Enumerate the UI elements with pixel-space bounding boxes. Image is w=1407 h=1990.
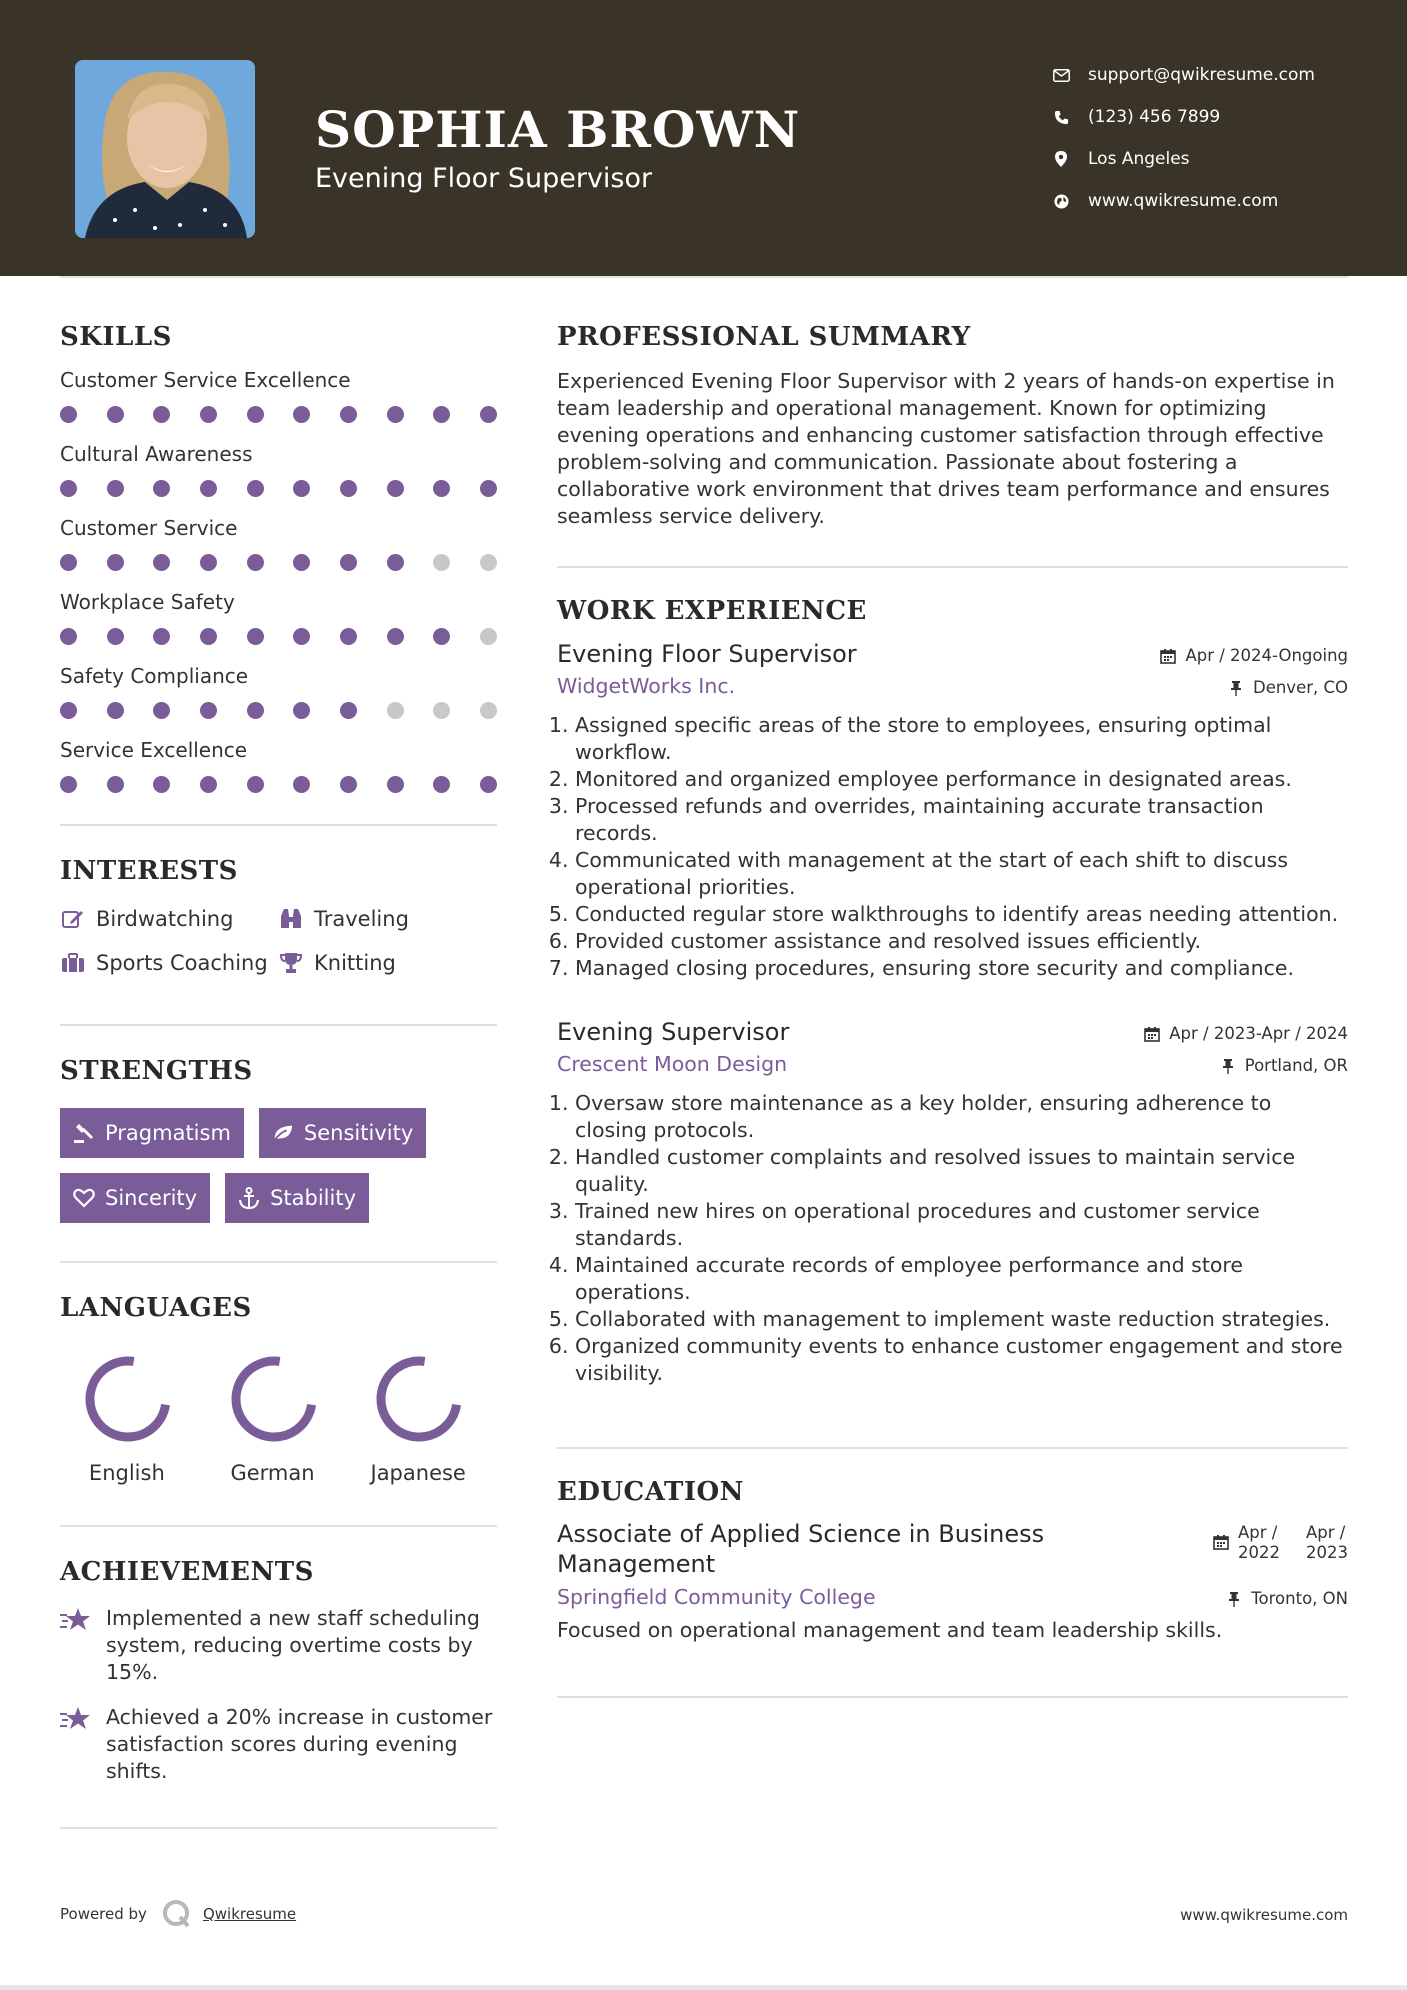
- education-title: EDUCATION: [557, 1477, 744, 1507]
- rating-dot-filled: [340, 776, 357, 793]
- contact-phone-text: (123) 456 7899: [1088, 107, 1221, 127]
- strength-label: Pragmatism: [105, 1121, 231, 1145]
- language-item: [60, 1351, 206, 1485]
- education-dates: [1212, 1523, 1348, 1563]
- job-location-text: Portland, OR: [1244, 1056, 1348, 1075]
- duty-item: 1. Assigned specific areas of the store to employees, ensuring optimal workflow.: [575, 712, 1348, 766]
- section-divider: [557, 566, 1348, 568]
- experience-title: WORK EXPERIENCE: [557, 596, 867, 626]
- leaf-icon: [272, 1122, 294, 1144]
- skill-item: [60, 664, 497, 730]
- interest-label: Birdwatching: [96, 907, 234, 931]
- rating-dot-empty: [433, 702, 450, 719]
- rating-dot-filled: [107, 776, 124, 793]
- skill-item: [60, 590, 497, 656]
- job-dates-text: Apr / 2024-Ongoing: [1185, 646, 1348, 665]
- rating-dot-empty: [480, 554, 497, 571]
- education-start-month: Apr /: [1238, 1523, 1278, 1542]
- rating-dot-filled: [200, 628, 217, 645]
- candidate-name: SOPHIA BROWN: [315, 100, 801, 159]
- skill-name: Customer Service Excellence: [60, 368, 351, 392]
- section-divider: [557, 1696, 1348, 1698]
- rating-dot-filled: [340, 480, 357, 497]
- rating-dot-filled: [293, 406, 310, 423]
- rating-dot-empty: [480, 628, 497, 645]
- achievement-text: Implemented a new staff scheduling system, reducing overtime costs by 15%.: [106, 1606, 480, 1684]
- binoculars-icon: [278, 906, 304, 932]
- skills-title: SKILLS: [60, 322, 172, 352]
- contact-website-text: www.qwikresume.com: [1088, 191, 1279, 211]
- rating-dot-filled: [107, 480, 124, 497]
- interest-label: Traveling: [314, 907, 409, 931]
- contact-email[interactable]: [1050, 54, 1370, 96]
- rating-dot-filled: [293, 628, 310, 645]
- section-divider: [60, 1024, 497, 1026]
- education-school: Springfield Community College: [557, 1585, 876, 1609]
- rating-dot-filled: [200, 554, 217, 571]
- skill-rating: [60, 468, 497, 508]
- calendar-icon: [1159, 647, 1177, 665]
- rating-dot-filled: [60, 702, 77, 719]
- skill-item: [60, 442, 497, 508]
- rating-dot-filled: [153, 406, 170, 423]
- rating-dot-filled: [247, 480, 264, 497]
- strength-tag: [60, 1173, 210, 1223]
- strength-tag: [60, 1108, 244, 1158]
- interest-item: [278, 904, 497, 934]
- rating-dot-filled: [340, 554, 357, 571]
- skills-list: [60, 368, 497, 804]
- pin-icon: [1225, 1590, 1243, 1608]
- job-company: Crescent Moon Design: [557, 1052, 788, 1076]
- rating-dot-filled: [387, 480, 404, 497]
- rating-dot-filled: [247, 406, 264, 423]
- rating-dot-empty: [480, 702, 497, 719]
- job-title: Evening Supervisor: [557, 1018, 790, 1046]
- duty-item: 2. Monitored and organized employee performance in designated areas.: [575, 766, 1348, 793]
- education-start-year: 2022: [1238, 1543, 1280, 1562]
- envelope-icon: [1050, 64, 1072, 86]
- rating-dot-filled: [433, 628, 450, 645]
- skill-rating: [60, 690, 497, 730]
- rating-dot-filled: [387, 776, 404, 793]
- contact-website[interactable]: [1050, 180, 1370, 222]
- rating-dot-filled: [153, 554, 170, 571]
- anchor-icon: [238, 1187, 260, 1209]
- job-title: Evening Floor Supervisor: [557, 640, 857, 668]
- skill-item: [60, 368, 497, 434]
- interest-label: Knitting: [314, 951, 396, 975]
- rating-dot-empty: [387, 702, 404, 719]
- strength-label: Sincerity: [105, 1186, 198, 1210]
- language-gauge: [80, 1351, 176, 1447]
- job-dates: [1143, 1024, 1348, 1043]
- globe-icon: [1050, 190, 1072, 212]
- pin-icon: [1227, 679, 1245, 697]
- rating-dot-filled: [293, 554, 310, 571]
- strengths-list: [60, 1108, 497, 1223]
- rating-dot-filled: [60, 406, 77, 423]
- languages-title: LANGUAGES: [60, 1293, 252, 1323]
- strength-tag: [225, 1173, 369, 1223]
- rating-dot-filled: [340, 406, 357, 423]
- rating-dot-filled: [247, 702, 264, 719]
- job-location: [1227, 678, 1348, 697]
- job-location: [1219, 1056, 1348, 1075]
- duty-item: 4. Communicated with management at the start of each shift to discuss operational priorities.: [575, 847, 1348, 901]
- summary-text: Experienced Evening Floor Supervisor with 2 years of hands-on expertise in team leadership and operational management. Known for optimizing evening operations and enhancing customer satisfaction through effective problem-solving and communication. Passionate about fostering a collaborative work environment that drives team performance and ensures seamless service delivery.: [557, 369, 1335, 528]
- gavel-icon: [73, 1122, 95, 1144]
- achievements-title: ACHIEVEMENTS: [60, 1557, 314, 1587]
- rating-dot-filled: [107, 406, 124, 423]
- strength-label: Sensitivity: [303, 1121, 414, 1145]
- rating-dot-filled: [200, 776, 217, 793]
- job-entry: [557, 1018, 1348, 1387]
- skill-name: Cultural Awareness: [60, 442, 253, 466]
- skill-name: Safety Compliance: [60, 664, 249, 688]
- duty-item: 7. Managed closing procedures, ensuring store security and compliance.: [575, 955, 1348, 982]
- header-divider: [60, 276, 1348, 278]
- education-subheader: [557, 1585, 1348, 1609]
- rating-dot-filled: [480, 776, 497, 793]
- languages-list: [60, 1351, 497, 1485]
- rating-dot-filled: [200, 702, 217, 719]
- education-start: [1238, 1523, 1280, 1563]
- achievements-list: [60, 1605, 497, 1785]
- contact-location: [1050, 138, 1370, 180]
- rating-dot-filled: [387, 554, 404, 571]
- job-header: [557, 640, 1348, 668]
- job-subheader: [557, 674, 1348, 698]
- rating-dot-filled: [293, 776, 310, 793]
- skill-rating: [60, 542, 497, 582]
- language-item: [206, 1351, 352, 1485]
- job-entry: [557, 640, 1348, 982]
- section-divider: [60, 1827, 497, 1829]
- rating-dot-filled: [200, 480, 217, 497]
- rating-dot-filled: [153, 702, 170, 719]
- rating-dot-filled: [200, 406, 217, 423]
- right-column: [557, 322, 1348, 1698]
- education-location: [1225, 1589, 1348, 1608]
- job-dates-text: Apr / 2023-Apr / 2024: [1169, 1024, 1348, 1043]
- duty-item: 1. Oversaw store maintenance as a key holder, ensuring adherence to closing protocols.: [575, 1090, 1348, 1144]
- skill-name: Workplace Safety: [60, 590, 235, 614]
- section-divider: [557, 1447, 1348, 1449]
- education-end-month: Apr /: [1306, 1523, 1346, 1542]
- rating-dot-filled: [480, 480, 497, 497]
- briefcase-icon: [60, 950, 86, 976]
- rating-dot-filled: [153, 628, 170, 645]
- skill-name: Service Excellence: [60, 738, 248, 762]
- interest-item: [60, 948, 278, 978]
- rating-dot-filled: [107, 628, 124, 645]
- heart-icon: [73, 1187, 95, 1209]
- duty-item: 2. Handled customer complaints and resolved issues to maintain service quality.: [575, 1144, 1348, 1198]
- rating-dot-filled: [153, 480, 170, 497]
- rating-dot-filled: [480, 406, 497, 423]
- powered-by-text: Powered by: [60, 1905, 147, 1923]
- language-gauge: [226, 1351, 322, 1447]
- footer-website[interactable]: www.qwikresume.com: [1180, 1906, 1348, 1924]
- star-icon: [60, 1605, 94, 1635]
- rating-dot-filled: [433, 776, 450, 793]
- strength-label: Stability: [270, 1186, 357, 1210]
- edit-icon: [60, 906, 86, 932]
- achievement-item: [60, 1704, 497, 1785]
- phone-icon: [1050, 106, 1072, 128]
- rating-dot-filled: [60, 554, 77, 571]
- achievement-text: Achieved a 20% increase in customer satisfaction scores during evening shifts.: [106, 1705, 493, 1783]
- job-duties: [557, 1090, 1348, 1387]
- rating-dot-filled: [387, 628, 404, 645]
- qwikresume-logo-icon: [161, 1898, 193, 1930]
- education-end-year: 2023: [1306, 1543, 1348, 1562]
- rating-dot-filled: [293, 702, 310, 719]
- language-name: Japanese: [370, 1461, 466, 1485]
- duty-item: 5. Conducted regular store walkthroughs to identify areas needing attention.: [575, 901, 1348, 928]
- degree-line: Associate of Applied Science in Business: [557, 1520, 1045, 1548]
- language-name: German: [230, 1461, 315, 1485]
- degree-line: Management: [557, 1550, 716, 1578]
- calendar-icon: [1143, 1025, 1161, 1043]
- job-dates: [1159, 646, 1348, 665]
- rating-dot-filled: [107, 702, 124, 719]
- interests-title: INTERESTS: [60, 856, 238, 886]
- rating-dot-filled: [107, 554, 124, 571]
- rating-dot-filled: [153, 776, 170, 793]
- skill-item: [60, 516, 497, 582]
- rating-dot-filled: [247, 628, 264, 645]
- interests-list: [60, 904, 497, 978]
- contact-location-text: Los Angeles: [1088, 149, 1190, 169]
- education-degree: [557, 1519, 1044, 1579]
- qwikresume-link[interactable]: Qwikresume: [202, 1905, 297, 1923]
- rating-dot-filled: [433, 480, 450, 497]
- duty-item: 3. Processed refunds and overrides, maintaining accurate transaction records.: [575, 793, 1348, 847]
- duty-item: 5. Collaborated with management to implement waste reduction strategies.: [575, 1306, 1348, 1333]
- star-icon: [60, 1704, 94, 1734]
- language-gauge: [371, 1351, 467, 1447]
- interest-item: [60, 904, 278, 934]
- left-column: [60, 322, 497, 1829]
- job-location-text: Denver, CO: [1252, 678, 1348, 697]
- skill-rating: [60, 616, 497, 656]
- rating-dot-filled: [433, 406, 450, 423]
- section-divider: [60, 824, 497, 826]
- rating-dot-filled: [340, 628, 357, 645]
- resume-header: [0, 0, 1407, 276]
- education-location-text: Toronto, ON: [1251, 1589, 1348, 1608]
- section-divider: [60, 1261, 497, 1263]
- pin-icon: [1219, 1057, 1237, 1075]
- job-duties: [557, 712, 1348, 982]
- rating-dot-filled: [340, 702, 357, 719]
- achievement-item: [60, 1605, 497, 1686]
- strength-tag: [259, 1108, 426, 1158]
- skill-rating: [60, 394, 497, 434]
- rating-dot-filled: [60, 480, 77, 497]
- job-subheader: [557, 1052, 1348, 1076]
- duty-item: 6. Organized community events to enhance customer engagement and store visibility.: [575, 1333, 1348, 1387]
- contact-email-text: support@qwikresume.com: [1088, 65, 1315, 85]
- summary-title: PROFESSIONAL SUMMARY: [557, 322, 971, 352]
- map-pin-icon: [1050, 148, 1072, 170]
- rating-dot-empty: [433, 554, 450, 571]
- education-description: Focused on operational management and team leadership skills.: [557, 1618, 1223, 1642]
- page-bottom-border: [0, 1985, 1407, 1990]
- duty-item: 3. Trained new hires on operational procedures and customer service standards.: [575, 1198, 1348, 1252]
- duty-item: 6. Provided customer assistance and resolved issues efficiently.: [575, 928, 1348, 955]
- language-item: [351, 1351, 497, 1485]
- education-header: [557, 1519, 1348, 1579]
- footer-branding: [60, 1898, 296, 1930]
- education-end: [1306, 1523, 1348, 1563]
- profile-photo: [75, 60, 255, 238]
- interest-label: Sports Coaching: [96, 951, 268, 975]
- rating-dot-filled: [387, 406, 404, 423]
- skill-item: [60, 738, 497, 804]
- rating-dot-filled: [247, 554, 264, 571]
- rating-dot-filled: [293, 480, 310, 497]
- section-divider: [60, 1525, 497, 1527]
- rating-dot-filled: [60, 776, 77, 793]
- job-company: WidgetWorks Inc.: [557, 674, 736, 698]
- interest-item: [278, 948, 497, 978]
- trophy-icon: [278, 950, 304, 976]
- calendar-icon: [1212, 1533, 1230, 1551]
- rating-dot-filled: [247, 776, 264, 793]
- contact-list: [1050, 54, 1370, 222]
- skill-name: Customer Service: [60, 516, 238, 540]
- duty-item: 4. Maintained accurate records of employee performance and store operations.: [575, 1252, 1348, 1306]
- candidate-role: Evening Floor Supervisor: [315, 163, 653, 194]
- education-entry: [557, 1519, 1348, 1644]
- job-header: [557, 1018, 1348, 1046]
- strengths-title: STRENGTHS: [60, 1056, 253, 1086]
- rating-dot-filled: [60, 628, 77, 645]
- language-name: English: [88, 1461, 165, 1485]
- contact-phone[interactable]: [1050, 96, 1370, 138]
- skill-rating: [60, 764, 497, 804]
